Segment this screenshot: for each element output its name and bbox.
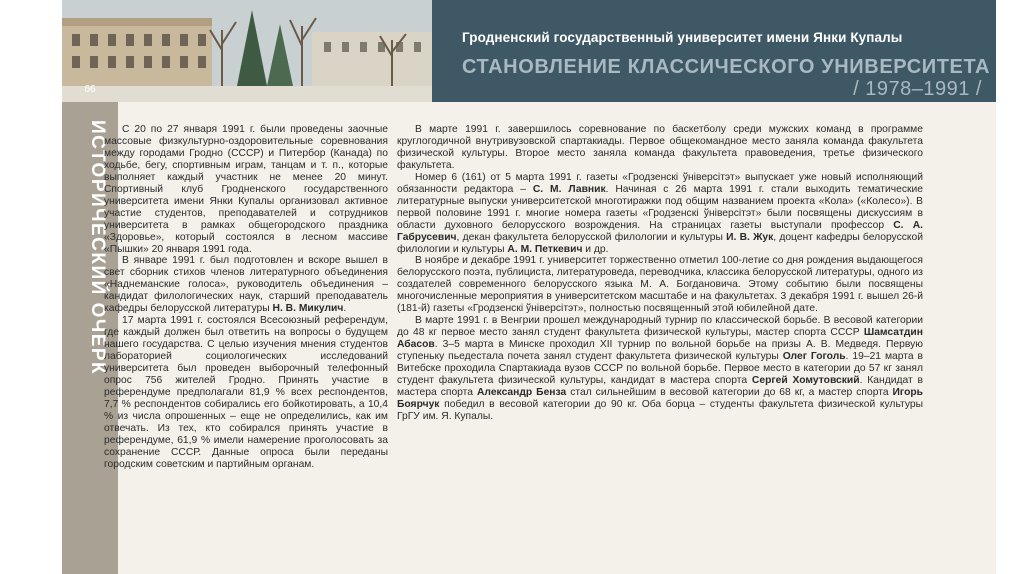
text-run: , доцент кафедры белорусской филологии и культуры [397, 231, 923, 255]
right-paragraph-3: В ноябре и декабре 1991 г. университет торжественно отметил 100-летие со дня рождения выдающегося белорусского поэта, публициста, литературоведа, переводчика, классика белорусской литературы, одного из создателей современного белорусского языка М. А. Богдановича. Этому событию были посвящены многочисленные мероприятия в университетском масштабе и на факультетах. 3 декабря 1991 г. вышел 26-й (181-й) газеты «Гродзенскі ўніверсітэт», полностью посвященный этой юбилейной дате. [397, 255, 923, 315]
vertical-section-label: ИСТОРИЧЕСКИЙ ОЧЕРК [87, 120, 108, 376]
person-name: Игорь Боярчук [397, 386, 923, 410]
right-paragraph-4 [397, 315, 923, 423]
person-name: Н. В. Микулич [272, 303, 344, 315]
text-run: . 19–21 марта в Витебске проходила Спартакиада вузов СССР по вольной борьбе. Первое место в категории до 57 кг занял студент факультета физической культуры, кандидат в мастера спорта [397, 351, 924, 387]
left-paragraph-2-text: В январе 1991 г. был подготовлен и вскоре вышел в свет сборник стихов членов литературного объединения «Наднеманские голоса», руководитель объединения – кандидат филологических наук, старший преподаватель кафедры белорусской литературы [104, 255, 388, 315]
text-run: . Начиная с 26 марта 1991 г. стали выходить тематические литературные выпуски университетской многотиражки под общим названием проекта «Кола» («Колесо»). В первой половине 1991 г. многие номера газеты «Гродзенскі ўніверсітэт» были посвящены дискуссиям в области духовного белорусского возрождения. На страницах газеты выступали профессор [397, 183, 923, 231]
person-name: Сергей Хомутовский [751, 375, 860, 387]
page-number: 66 [84, 84, 96, 95]
right-paragraph-2 [397, 172, 923, 256]
left-paragraph-2-end: . [343, 303, 347, 315]
left-paragraph-1: С 20 по 27 января 1991 г. были проведены заочные массовые физкультурно-оздоровительные соревнования между городами Гродно (СССР) и Питербор (Канада) по ходьбе, бегу, спортивным играм, танцам и т. п., которые выполняет каждый участник не менее 20 минут. Спортивный клуб Гродненского государственного университета имени Янки Купалы организовал активное участие студентов, преподавателей и сотрудников университета в рамках общегородского праздника «Здоровье», который состоялся в лесном массиве «Пышки» 20 января 1991 года. [104, 124, 388, 255]
text-run: В марте 1991 г. в Венгрии прошел международный турнир по классической борьбе. В весовой категории до 48 кг первое место занял студент факультета физической культуры, мастер спорта СССР [397, 315, 923, 339]
person-name: А. М. Петкевич [507, 243, 583, 255]
text-run: . Кандидат в мастера спорта [397, 375, 923, 398]
left-paragraph-3: 17 марта 1991 г. состоялся Всесоюзный референдум, где каждый должен был ответить на вопросы о будущем нашего государства. С целью изучения мнения студентов лабораторией социологических исследований университета был проведен выборочный телефонный опрос 756 жителей Гродно. Принять участие в референдуме предполагали 81,9 % всех респондентов, 7,7 % респондентов собирались его бойкотировать, а 10,4 % из числа опрошенных – еще не определились, как им отвечать. Из тех, кто собирался принять участие в референдуме, 61,9 % имели намерение проголосовать за сохранение СССР. Данные опроса были переданы городским советским и партийным органам. [104, 315, 388, 470]
person-name: С. А. Габрусевич [397, 219, 923, 243]
person-name: Александр Бенза [476, 386, 567, 398]
text-run: , декан факультета белорусской филологии и культуры [456, 231, 727, 243]
section-subtitle: / 1978–1991 / [853, 78, 982, 100]
text-run: победил в весовой категории до 90 кг. Оба борца – студенты факультета физической культуры ГрГУ им. Я. Купалы. [397, 398, 923, 422]
person-name: Олег Гоголь [782, 351, 846, 363]
person-name: Шамсатдин Абасов [397, 327, 923, 351]
text-run: и др. [582, 243, 609, 255]
section-title: СТАНОВЛЕНИЕ КЛАССИЧЕСКОГО УНИВЕРСИТЕТА [462, 56, 991, 78]
text-run: . 3–5 марта в Минске проходил XII турнир по вольной борьбе на призы А. В. Медведя. Первую ступеньку пьедестала почета занял студент факультета физической культуры [397, 339, 923, 363]
person-name: С. М. Лавник [532, 183, 606, 195]
left-paragraph-2 [104, 255, 388, 315]
right-paragraph-1: В марте 1991 г. завершилось соревнование по баскетболу среди мужских команд в программе круглогодичной внутривузовской спартакиады. Первое общекомандное место заняла команда факультета физической культуры. Второе место заняла команда факультета правоведения, третье физического факультета. [397, 124, 923, 171]
right-column [397, 124, 923, 423]
left-column [104, 124, 388, 471]
university-title: Гродненский государственный университет имени Янки Купалы [462, 30, 903, 45]
text-run: стал сильнейшим в весовой категории до 68 кг, а мастер спорта [566, 386, 893, 398]
person-name: И. В. Жук [726, 231, 774, 243]
text-run: Номер 6 (161) от 5 марта 1991 г. газеты «Гродзенскі ўніверсітэт» выпускает уже новый исполняющий обязанности редактора – [397, 171, 923, 195]
